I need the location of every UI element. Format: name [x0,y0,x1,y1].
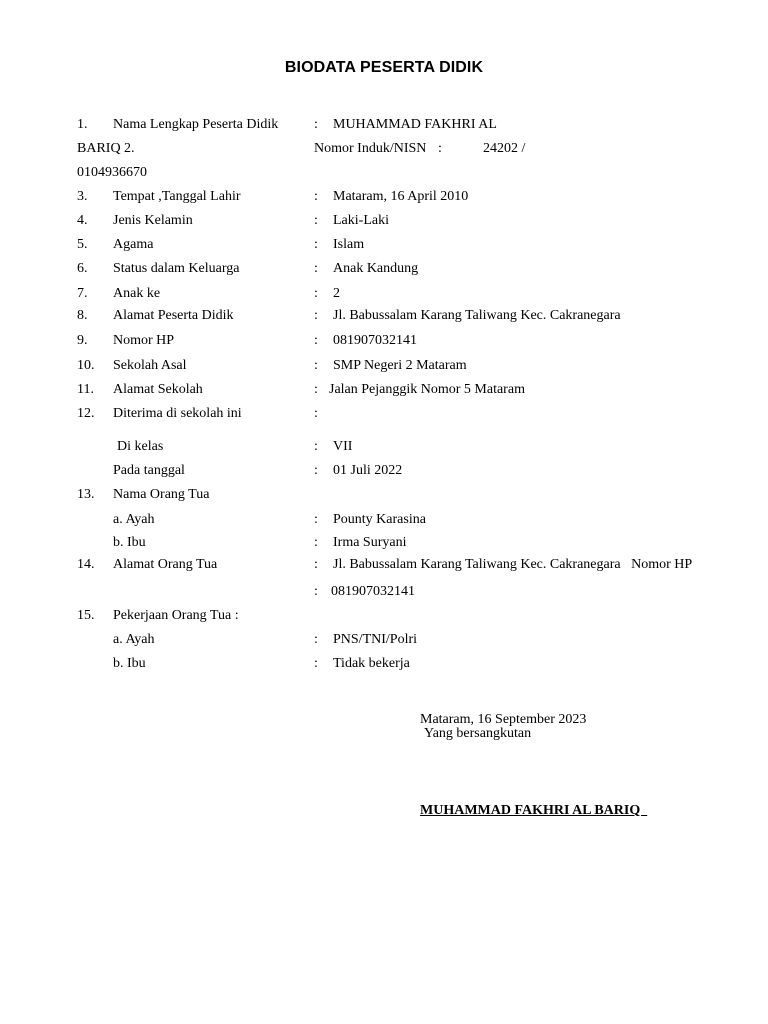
row-value: 081907032141 [333,333,417,348]
row-colon: : [314,213,318,228]
row-value: Laki-Laki [333,213,389,228]
row-value: MUHAMMAD FAKHRI AL [333,117,497,132]
row-number: 11. [77,382,94,397]
row-label: Pada tanggal [113,463,185,478]
row-label: Di kelas [117,439,164,454]
row-label: Alamat Orang Tua [113,557,218,572]
row-number: 3. [77,189,88,204]
row-value: Jalan Pejanggik Nomor 5 Mataram [329,382,525,397]
row-value: Tidak bekerja [333,656,410,671]
row-value: Mataram, 16 April 2010 [333,189,469,204]
row-value: Irma Suryani [333,535,407,550]
row-number: 6. [77,261,88,276]
row-number: 4. [77,213,88,228]
row-number: 9. [77,333,88,348]
row-colon: : [314,584,318,599]
row-value: 01 Juli 2022 [333,463,403,478]
row-colon: : [314,358,318,373]
row-label: Nomor Induk/NISN [314,141,427,156]
row-label: Nama Orang Tua [113,487,210,502]
row-colon: : [314,333,318,348]
row-colon: : [314,308,318,323]
signature-place-date: Mataram, 16 September 2023 [420,712,587,727]
row-label: Tempat ,Tanggal Lahir [113,189,241,204]
row-number: 15. [77,608,95,623]
row-label: Status dalam Keluarga [113,261,240,276]
row-colon: : [314,656,318,671]
row-label: Nama Lengkap Peserta Didik [113,117,279,132]
row-value: Islam [333,237,365,252]
row-label: b. Ibu [113,535,146,550]
row-number: 12. [77,406,95,421]
row-number: 7. [77,286,88,301]
row-number: 8. [77,308,88,323]
row-value: 0104936670 [77,165,147,180]
row-value: PNS/TNI/Polri [333,632,418,647]
row-value: Anak Kandung [333,261,419,276]
row-number: 5. [77,237,88,252]
row-label: Alamat Peserta Didik [113,308,234,323]
row-number: 1. [77,117,88,132]
row-colon: : [314,261,318,276]
row-label: Jenis Kelamin [113,213,193,228]
row-colon: : [438,141,442,156]
row-colon: : [314,439,318,454]
row-value: 24202 / [483,141,526,156]
row-left-text: BARIQ 2. [77,141,135,156]
row-number: 13. [77,487,95,502]
row-value: Pounty Karasina [333,512,426,527]
row-value: SMP Negeri 2 Mataram [333,358,467,373]
row-colon: : [314,117,318,132]
page-title: BIODATA PESERTA DIDIK [284,59,484,76]
row-label: Nomor HP [113,333,175,348]
row-value: Jl. Babussalam Karang Taliwang Kec. Cakranegara [333,308,621,323]
row-label: Sekolah Asal [113,358,187,373]
row-number: 14. [77,557,95,572]
row-colon: : [314,189,318,204]
row-colon: : [314,512,318,527]
row-colon: : [314,382,318,397]
row-label: Agama [113,237,154,252]
row-label: a. Ayah [113,632,155,647]
row-value: VII [333,439,353,454]
row-label: Diterima di sekolah ini [113,406,242,421]
row-colon: : [314,286,318,301]
row-value: 2 [333,286,340,301]
row-label: a. Ayah [113,512,155,527]
row-colon: : [314,237,318,252]
row-number: 10. [77,358,95,373]
row-label: Anak ke [113,286,161,301]
row-label: b. Ibu [113,656,146,671]
row-value: Jl. Babussalam Karang Taliwang Kec. Cakranegara Nomor HP [333,557,693,572]
row-colon: : [314,406,318,421]
row-label: Pekerjaan Orang Tua : [113,608,239,623]
row-colon: : [314,632,318,647]
row-value: 081907032141 [331,584,415,599]
row-label: Alamat Sekolah [113,382,203,397]
signature-name: MUHAMMAD FAKHRI AL BARIQ [420,803,648,818]
row-colon: : [314,463,318,478]
row-colon: : [314,557,318,572]
row-colon: : [314,535,318,550]
signature-role: Yang bersangkutan [424,726,532,741]
